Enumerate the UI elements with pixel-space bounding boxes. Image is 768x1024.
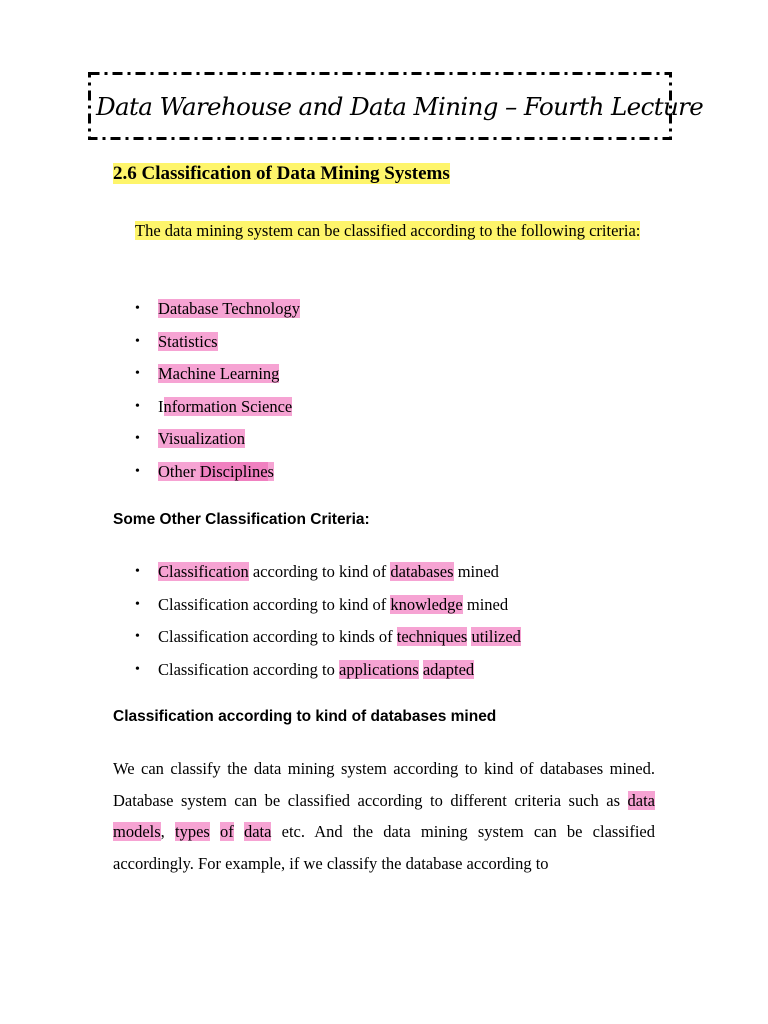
text-segment: data (627, 790, 655, 810)
list-item (135, 394, 300, 427)
text-segment (234, 822, 244, 841)
text-segment: Discipline (199, 461, 268, 481)
list-item (135, 361, 300, 394)
text-segment: nformation Science (163, 396, 293, 416)
list-item (135, 459, 300, 492)
bullet-icon: • (135, 463, 140, 479)
bullet-icon: • (135, 629, 140, 645)
text-segment: applications (339, 659, 419, 679)
list-item (135, 657, 521, 690)
list-item (135, 329, 300, 362)
bullet-icon: • (135, 564, 140, 579)
section-heading (113, 163, 450, 185)
text-segment: models (113, 822, 161, 841)
bullet-icon: • (135, 431, 140, 447)
list-item (135, 559, 521, 592)
text-segment: mined (462, 594, 509, 614)
text-segment: etc. And the data mining system can be classified accordingly. For example, if we classify the database according to (113, 822, 655, 873)
text-segment: data (243, 822, 272, 841)
text-segment: utilized (471, 627, 521, 647)
text-segment: types (174, 822, 210, 841)
text-segment: Other (158, 461, 200, 481)
text-segment: adapted (422, 659, 475, 679)
text-segment: , (160, 822, 175, 841)
text-segment: mined (453, 562, 499, 581)
text-segment: Classification (158, 562, 249, 581)
bullet-icon: • (135, 333, 140, 349)
text-segment: Database Technology (158, 299, 300, 318)
text-segment: according to kind of (248, 562, 391, 581)
bullet-icon: • (135, 596, 140, 612)
other-criteria-heading: Some Other Classification Criteria: (113, 511, 370, 528)
text-segment: Classification according to kind of (158, 594, 391, 614)
other-criteria-list (135, 559, 521, 689)
text-segment: of (220, 822, 234, 841)
text-segment: s (267, 461, 274, 481)
intro-paragraph (135, 215, 655, 246)
text-segment: Classification according to kinds of (158, 627, 397, 647)
text-segment (210, 822, 220, 841)
body-paragraph (113, 753, 655, 879)
title-box (88, 72, 704, 140)
text-segment: knowledge (390, 594, 463, 614)
section-heading-text: 2.6 Classification of Data Mining Systems (113, 163, 450, 184)
list-item (135, 592, 521, 625)
text-segment: Statistics (158, 331, 218, 351)
document-title: Data Warehouse and Data Mining – Fourth Lecture (96, 92, 704, 121)
bullet-icon: • (135, 661, 140, 677)
bullet-icon: • (135, 366, 140, 382)
text-segment: Machine Learning (158, 364, 280, 384)
text-segment: databases (390, 562, 454, 581)
databases-mined-heading: Classification according to kind of databases mined (113, 708, 497, 725)
list-item (135, 426, 300, 459)
criteria-list (135, 296, 300, 492)
text-segment: I (158, 396, 164, 416)
bullet-icon: • (135, 301, 140, 316)
list-item (135, 624, 521, 657)
list-item (135, 296, 300, 329)
text-segment: Classification according to (158, 659, 339, 679)
intro-text: The data mining system can be classified according to the following criteria: (135, 221, 641, 240)
text-segment: We can classify the data mining system according to kind of databases mined. Database system can be classified according to different criteria such as (113, 759, 655, 810)
text-segment: techniques (396, 627, 468, 647)
bullet-icon: • (135, 398, 140, 414)
text-segment: Visualization (158, 429, 245, 449)
